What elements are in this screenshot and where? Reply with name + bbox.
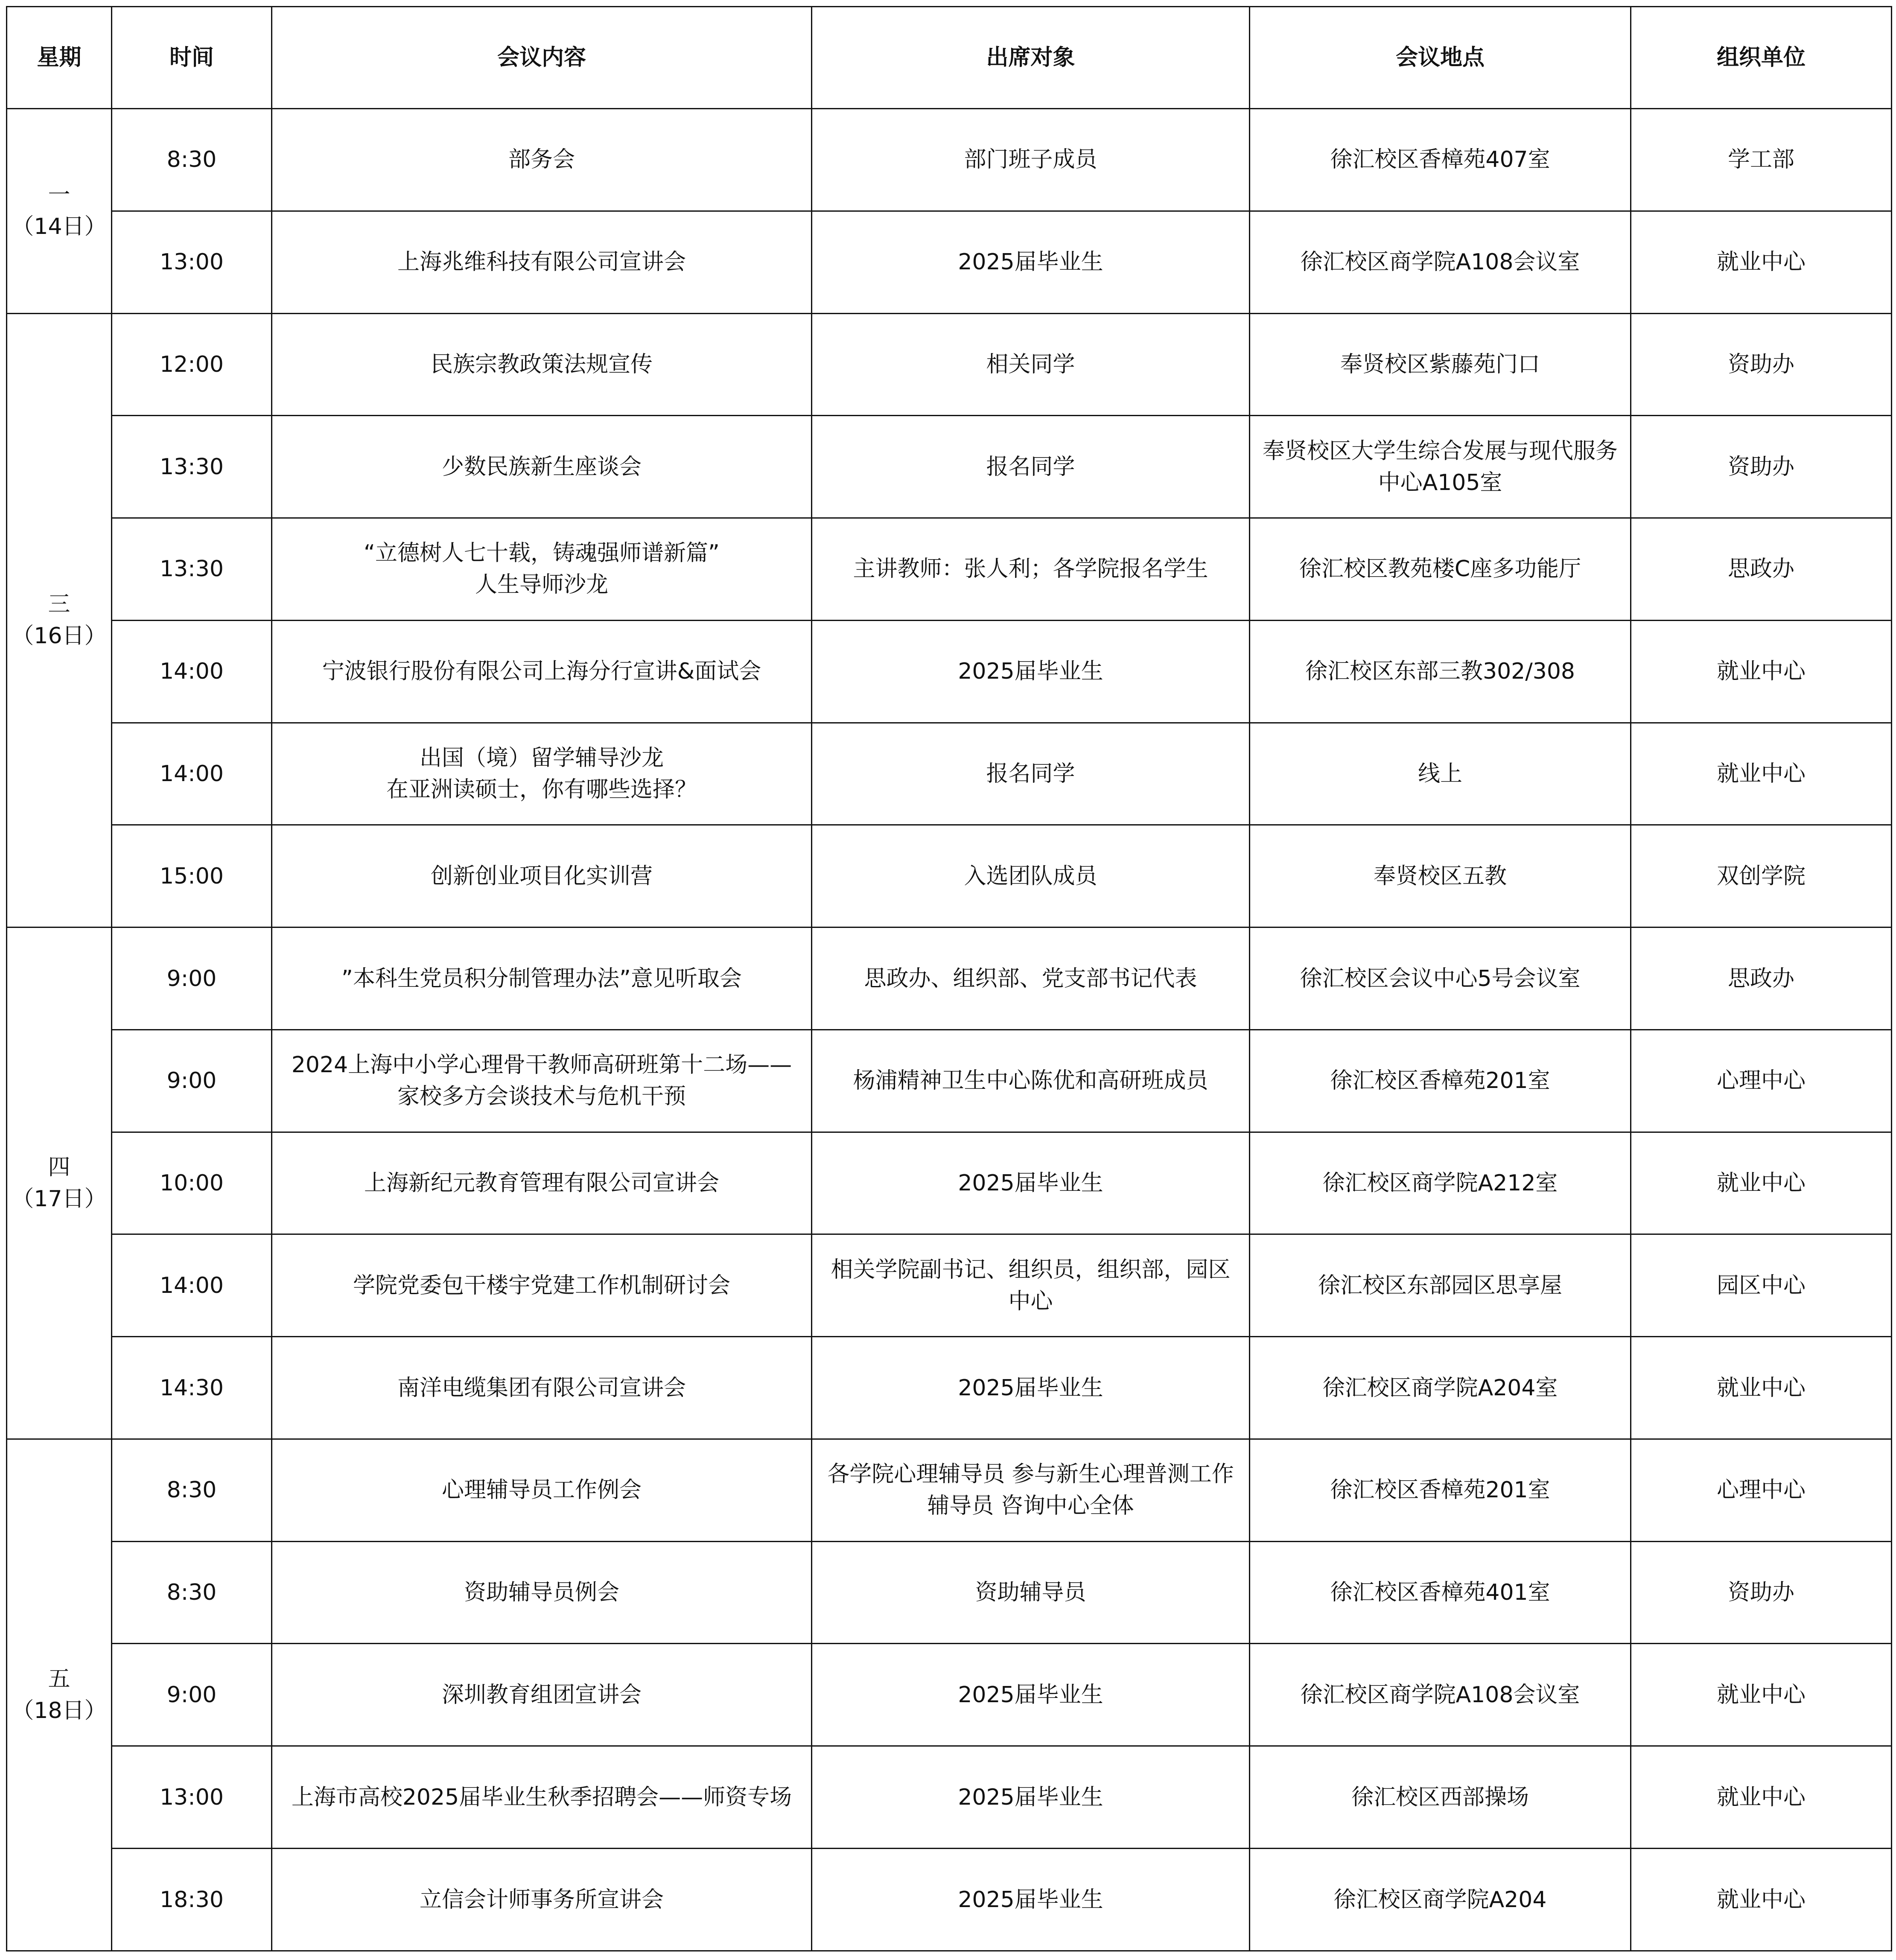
time-cell: 13:30 — [112, 416, 272, 518]
organizer-cell: 心理中心 — [1631, 1439, 1892, 1541]
time-cell: 12:00 — [112, 313, 272, 416]
time-cell: 14:30 — [112, 1337, 272, 1439]
time-cell: 9:00 — [112, 1644, 272, 1746]
time-cell: 9:00 — [112, 1030, 272, 1132]
location-cell: 徐汇校区东部园区思享屋 — [1250, 1234, 1631, 1337]
location-cell: 奉贤校区五教 — [1250, 825, 1631, 928]
attendees-cell: 相关学院副书记、组织员，组织部，园区 中心 — [812, 1234, 1250, 1337]
table-row — [7, 1541, 1892, 1644]
location-cell: 徐汇校区香樟苑201室 — [1250, 1439, 1631, 1541]
table-row — [7, 518, 1892, 621]
organizer-cell: 就业中心 — [1631, 1644, 1892, 1746]
content-cell: 学院党委包干楼宇党建工作机制研讨会 — [272, 1234, 812, 1337]
header-content: 会议内容 — [272, 7, 812, 109]
attendees-cell: 2025届毕业生 — [812, 620, 1250, 723]
location-cell: 徐汇校区西部操场 — [1250, 1746, 1631, 1849]
organizer-cell: 就业中心 — [1631, 620, 1892, 723]
time-cell: 13:30 — [112, 518, 272, 621]
weekday-cell: 四 （17日） — [7, 928, 112, 1439]
attendees-cell: 2025届毕业生 — [812, 1337, 1250, 1439]
header-time: 时间 — [112, 7, 272, 109]
content-cell: 资助辅导员例会 — [272, 1541, 812, 1644]
table-row — [7, 1746, 1892, 1849]
table-row — [7, 1030, 1892, 1132]
table-row — [7, 109, 1892, 211]
attendees-cell: 相关同学 — [812, 313, 1250, 416]
header-weekday: 星期 — [7, 7, 112, 109]
content-cell: 深圳教育组团宣讲会 — [272, 1644, 812, 1746]
content-cell: 心理辅导员工作例会 — [272, 1439, 812, 1541]
header-attendees: 出席对象 — [812, 7, 1250, 109]
content-cell: ”本科生党员积分制管理办法”意见听取会 — [272, 928, 812, 1030]
content-cell: 立信会计师事务所宣讲会 — [272, 1849, 812, 1951]
organizer-cell: 资助办 — [1631, 313, 1892, 416]
header-row — [7, 7, 1892, 109]
time-cell: 14:00 — [112, 723, 272, 825]
organizer-cell: 园区中心 — [1631, 1234, 1892, 1337]
organizer-cell: 双创学院 — [1631, 825, 1892, 928]
table-row — [7, 1439, 1892, 1541]
attendees-cell: 部门班子成员 — [812, 109, 1250, 211]
table-row — [7, 211, 1892, 313]
location-cell: 徐汇校区教苑楼C座多功能厅 — [1250, 518, 1631, 621]
attendees-cell: 主讲教师：张人利；各学院报名学生 — [812, 518, 1250, 621]
location-cell: 徐汇校区东部三教302/308 — [1250, 620, 1631, 723]
schedule-sheet — [6, 6, 1891, 1951]
weekday-cell: 三 （16日） — [7, 313, 112, 928]
table-row — [7, 723, 1892, 825]
organizer-cell: 思政办 — [1631, 518, 1892, 621]
weekday-cell: 五 （18日） — [7, 1439, 112, 1951]
table-row — [7, 1337, 1892, 1439]
content-cell: 宁波银行股份有限公司上海分行宣讲&面试会 — [272, 620, 812, 723]
content-cell: “立德树人七十载，铸魂强师谱新篇” 人生导师沙龙 — [272, 518, 812, 621]
time-cell: 15:00 — [112, 825, 272, 928]
schedule-body — [7, 109, 1892, 1951]
table-row — [7, 825, 1892, 928]
organizer-cell: 就业中心 — [1631, 211, 1892, 313]
time-cell: 9:00 — [112, 928, 272, 1030]
table-row — [7, 313, 1892, 416]
location-cell: 奉贤校区紫藤苑门口 — [1250, 313, 1631, 416]
table-row — [7, 1234, 1892, 1337]
time-cell: 13:00 — [112, 1746, 272, 1849]
attendees-cell: 报名同学 — [812, 416, 1250, 518]
location-cell: 徐汇校区商学院A108会议室 — [1250, 211, 1631, 313]
organizer-cell: 就业中心 — [1631, 1849, 1892, 1951]
content-cell: 上海兆维科技有限公司宣讲会 — [272, 211, 812, 313]
location-cell: 徐汇校区商学院A212室 — [1250, 1132, 1631, 1234]
organizer-cell: 资助办 — [1631, 416, 1892, 518]
content-cell: 2024上海中小学心理骨干教师高研班第十二场—— 家校多方会谈技术与危机干预 — [272, 1030, 812, 1132]
attendees-cell: 思政办、组织部、党支部书记代表 — [812, 928, 1250, 1030]
time-cell: 8:30 — [112, 1439, 272, 1541]
content-cell: 南洋电缆集团有限公司宣讲会 — [272, 1337, 812, 1439]
table-row — [7, 1644, 1892, 1746]
header-organizer: 组织单位 — [1631, 7, 1892, 109]
time-cell: 8:30 — [112, 1541, 272, 1644]
organizer-cell: 资助办 — [1631, 1541, 1892, 1644]
time-cell: 10:00 — [112, 1132, 272, 1234]
time-cell: 8:30 — [112, 109, 272, 211]
table-row — [7, 1132, 1892, 1234]
organizer-cell: 就业中心 — [1631, 723, 1892, 825]
location-cell: 徐汇校区商学院A108会议室 — [1250, 1644, 1631, 1746]
location-cell: 徐汇校区会议中心5号会议室 — [1250, 928, 1631, 1030]
weekday-cell: 一 （14日） — [7, 109, 112, 314]
content-cell: 上海市高校2025届毕业生秋季招聘会——师资专场 — [272, 1746, 812, 1849]
organizer-cell: 就业中心 — [1631, 1337, 1892, 1439]
table-row — [7, 620, 1892, 723]
content-cell: 上海新纪元教育管理有限公司宣讲会 — [272, 1132, 812, 1234]
table-row — [7, 416, 1892, 518]
attendees-cell: 入选团队成员 — [812, 825, 1250, 928]
organizer-cell: 就业中心 — [1631, 1746, 1892, 1849]
attendees-cell: 2025届毕业生 — [812, 1644, 1250, 1746]
table-row — [7, 1849, 1892, 1951]
attendees-cell: 报名同学 — [812, 723, 1250, 825]
location-cell: 徐汇校区商学院A204室 — [1250, 1337, 1631, 1439]
table-row — [7, 928, 1892, 1030]
attendees-cell: 2025届毕业生 — [812, 211, 1250, 313]
organizer-cell: 思政办 — [1631, 928, 1892, 1030]
location-cell: 线上 — [1250, 723, 1631, 825]
attendees-cell: 2025届毕业生 — [812, 1746, 1250, 1849]
attendees-cell: 2025届毕业生 — [812, 1849, 1250, 1951]
content-cell: 少数民族新生座谈会 — [272, 416, 812, 518]
content-cell: 创新创业项目化实训营 — [272, 825, 812, 928]
time-cell: 18:30 — [112, 1849, 272, 1951]
attendees-cell: 资助辅导员 — [812, 1541, 1250, 1644]
header-location: 会议地点 — [1250, 7, 1631, 109]
organizer-cell: 就业中心 — [1631, 1132, 1892, 1234]
location-cell: 徐汇校区香樟苑407室 — [1250, 109, 1631, 211]
attendees-cell: 杨浦精神卫生中心陈优和高研班成员 — [812, 1030, 1250, 1132]
meeting-schedule-table — [6, 6, 1892, 1951]
time-cell: 13:00 — [112, 211, 272, 313]
organizer-cell: 学工部 — [1631, 109, 1892, 211]
location-cell: 徐汇校区商学院A204 — [1250, 1849, 1631, 1951]
location-cell: 徐汇校区香樟苑201室 — [1250, 1030, 1631, 1132]
time-cell: 14:00 — [112, 1234, 272, 1337]
time-cell: 14:00 — [112, 620, 272, 723]
attendees-cell: 各学院心理辅导员 参与新生心理普测工作 辅导员 咨询中心全体 — [812, 1439, 1250, 1541]
content-cell: 民族宗教政策法规宣传 — [272, 313, 812, 416]
location-cell: 奉贤校区大学生综合发展与现代服务 中心A105室 — [1250, 416, 1631, 518]
content-cell: 部务会 — [272, 109, 812, 211]
location-cell: 徐汇校区香樟苑401室 — [1250, 1541, 1631, 1644]
attendees-cell: 2025届毕业生 — [812, 1132, 1250, 1234]
content-cell: 出国（境）留学辅导沙龙 在亚洲读硕士，你有哪些选择？ — [272, 723, 812, 825]
organizer-cell: 心理中心 — [1631, 1030, 1892, 1132]
